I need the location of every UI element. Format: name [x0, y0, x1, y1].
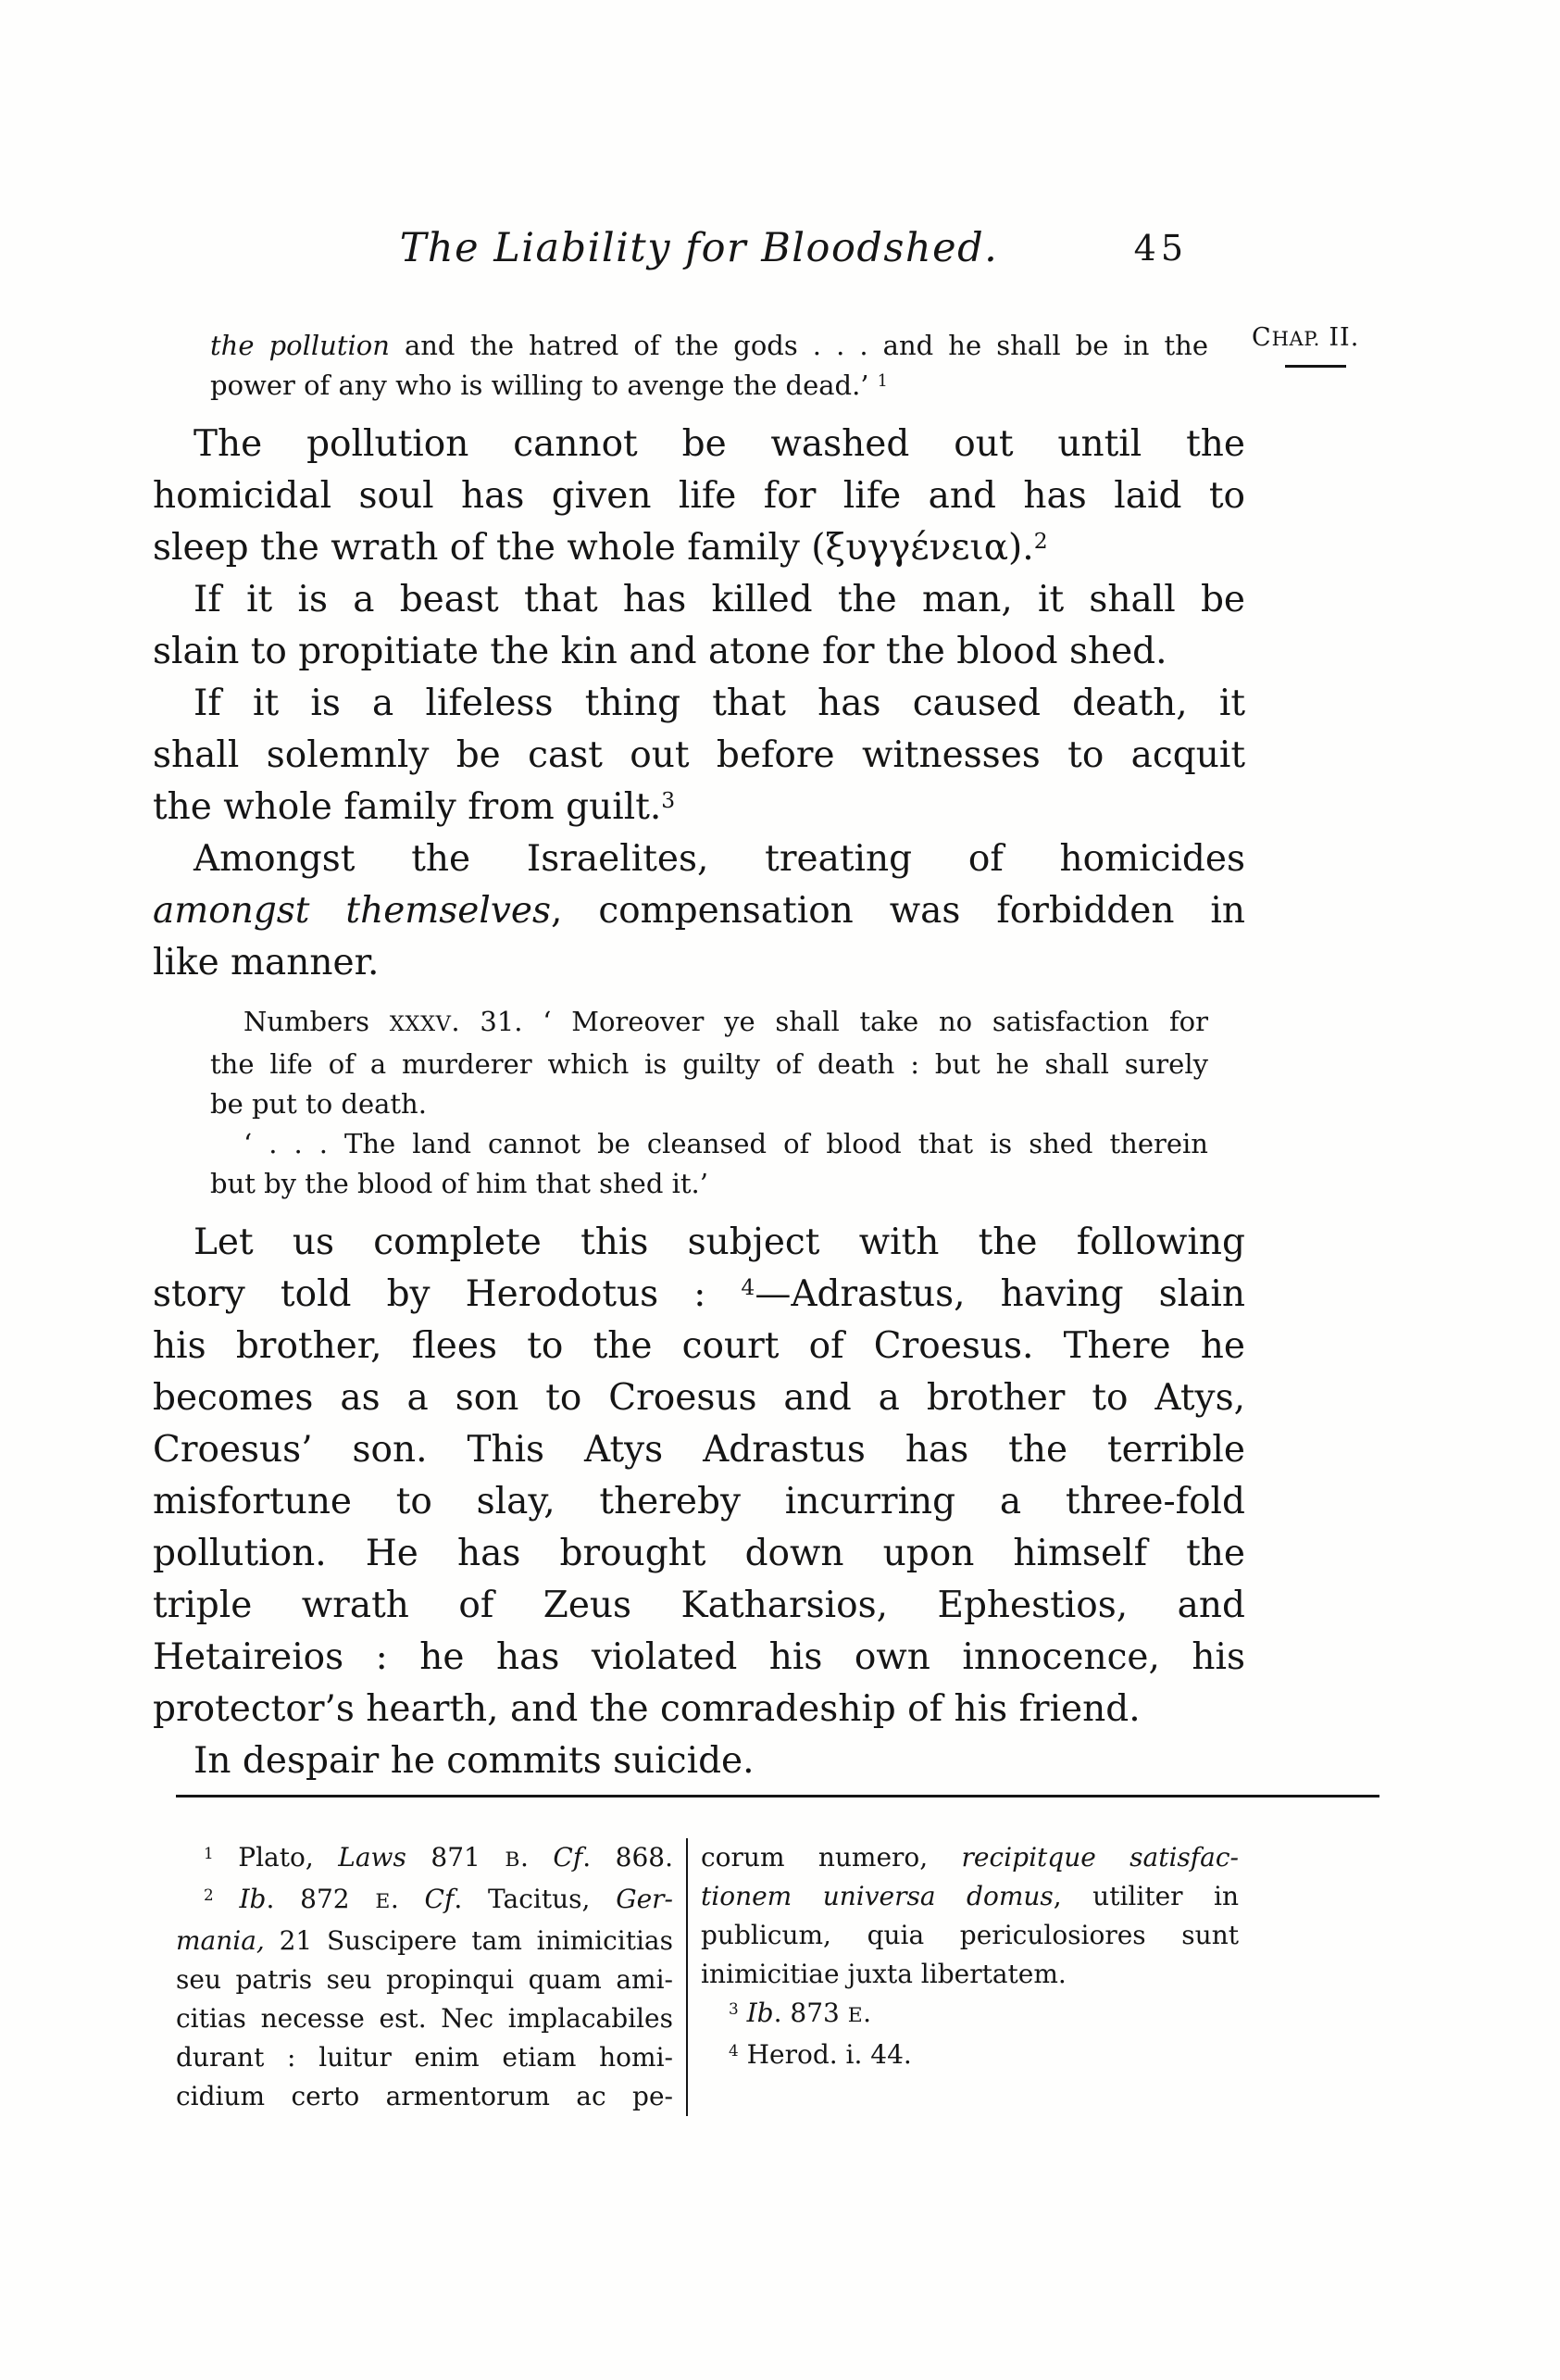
- footnote-column-divider: [686, 1838, 688, 2116]
- superscript-reference: 1: [877, 372, 888, 392]
- text-line: [210, 1045, 1208, 1084]
- text-run: slain to propitiate the kin and atone for the blood shed.: [153, 631, 1167, 672]
- text-run: inimicitiae juxta libertatem.: [701, 1959, 1067, 1989]
- text-line: [153, 1424, 1245, 1476]
- text-run: 871: [406, 1842, 505, 1873]
- text-line: [210, 1124, 1208, 1164]
- text-run: like manner.: [153, 942, 380, 983]
- text-run: Cf: [553, 1842, 583, 1873]
- text-run: In despair he commits suicide.: [193, 1740, 755, 1782]
- footnote-column-left: [176, 1838, 673, 2116]
- text-line: [176, 1922, 673, 1960]
- text-line: [153, 1217, 1245, 1269]
- text-run: If it is a lifeless thing that has caused death, it: [193, 683, 1245, 724]
- quotation-block: [210, 326, 1208, 406]
- page-body-text: [153, 313, 1245, 1787]
- text-line: [176, 2077, 673, 2116]
- chapter-rule: [1285, 365, 1346, 368]
- text-line: [210, 1084, 1208, 1124]
- text-run: shall solemnly be cast out before witnesses to acquit: [153, 734, 1245, 776]
- text-line: [701, 1994, 1239, 2036]
- text-line: [153, 1528, 1245, 1580]
- text-run: E: [847, 2004, 864, 2027]
- text-run: Ib: [239, 1884, 267, 1914]
- chapter-margin-note: [1252, 323, 1409, 368]
- text-run: seu patris seu propinqui quam ami-: [176, 1964, 673, 1995]
- running-title: The Liability for Bloodshed.: [399, 225, 999, 271]
- text-run: If it is a beast that has killed the man, it shall be: [193, 579, 1245, 620]
- text-line: [176, 1960, 673, 1999]
- text-run: power of any who is willing to avenge the dead.’: [210, 370, 878, 401]
- paragraph: [153, 574, 1245, 678]
- text-run: . Tacitus,: [454, 1884, 617, 1914]
- text-run: Plato,: [213, 1842, 339, 1873]
- text-line: [176, 2038, 673, 2077]
- text-run: but by the blood of him that shed it.’: [210, 1168, 708, 1199]
- text-line: [153, 1269, 1245, 1321]
- text-run: XXXV: [389, 1012, 452, 1036]
- text-run: ‘ . . . The land cannot be cleansed of blood that is shed therein: [243, 1128, 1208, 1159]
- text-run: his brother, flees to the court of Croesus. There he: [153, 1325, 1245, 1367]
- text-run: protector’s hearth, and the comradeship of his friend.: [153, 1688, 1141, 1730]
- text-line: [701, 1877, 1239, 1916]
- text-run: triple wrath of Zeus Katharsios, Ephestios, and: [153, 1585, 1245, 1626]
- text-line: [153, 1580, 1245, 1632]
- text-run: Let us complete this subject with the following: [193, 1221, 1245, 1263]
- chapter-label-smallcaps: HAP.: [1271, 327, 1320, 350]
- text-run: amongst themselves: [153, 890, 551, 932]
- paragraph: [153, 1217, 1245, 1735]
- text-run: . 868.: [582, 1842, 673, 1873]
- text-run: , compensation was forbidden in: [550, 890, 1245, 932]
- text-run: cidium certo armentorum ac pe-: [176, 2081, 673, 2111]
- text-run: misfortune to slay, thereby incurring a three-fold: [153, 1481, 1245, 1522]
- text-line: [153, 885, 1245, 937]
- text-run: E: [375, 1890, 391, 1913]
- text-run: be put to death.: [210, 1088, 427, 1120]
- superscript-reference: 3: [729, 1998, 739, 2018]
- text-run: , utiliter in: [1053, 1881, 1239, 1911]
- text-line: [176, 1880, 673, 1922]
- text-run: homicidal soul has given life for life and has laid to: [153, 475, 1245, 517]
- text-run: tionem universa domus: [701, 1881, 1054, 1911]
- text-run: Laws: [338, 1842, 406, 1873]
- text-run: Herod. i. 44.: [738, 2039, 912, 2070]
- text-line: [153, 1684, 1245, 1735]
- text-run: citias necesse est. Nec implacabiles: [176, 2003, 673, 2034]
- text-line: [153, 626, 1245, 678]
- text-line: [701, 1916, 1239, 1955]
- text-run: durant : luitur enim etiam homi-: [176, 2042, 673, 2073]
- text-line: [176, 1999, 673, 2038]
- text-run: Ger-: [616, 1884, 673, 1914]
- text-line: [153, 678, 1245, 730]
- text-line: [153, 1735, 1245, 1787]
- superscript-reference: 1: [204, 1843, 214, 1862]
- text-run: .: [390, 1884, 425, 1914]
- chapter-numeral: II.: [1319, 323, 1360, 352]
- text-line: [153, 1632, 1245, 1684]
- text-run: [214, 1884, 240, 1914]
- text-run: pollution. He has brought down upon himself the: [153, 1533, 1245, 1574]
- paragraph: [153, 678, 1245, 833]
- text-line: [210, 326, 1208, 366]
- text-line: [153, 1476, 1245, 1528]
- text-run: Ib: [746, 1998, 774, 2028]
- text-line: [153, 1372, 1245, 1424]
- text-line: [153, 419, 1245, 470]
- text-run: becomes as a son to Croesus and a brother to Atys,: [153, 1377, 1245, 1419]
- text-run: the life of a murderer which is guilty of death : but he shall surely: [210, 1048, 1208, 1080]
- text-line: [210, 1164, 1208, 1204]
- text-run: The pollution cannot be washed out until the: [193, 423, 1245, 465]
- text-line: [701, 1838, 1239, 1877]
- footnotes-section: [176, 1838, 1239, 2116]
- chapter-label-initial: C: [1252, 323, 1272, 352]
- text-line: [210, 1002, 1208, 1045]
- text-line: [153, 522, 1245, 574]
- text-line: [701, 1955, 1239, 1994]
- text-run: story told by Herodotus :: [153, 1273, 742, 1315]
- paragraph: [153, 419, 1245, 574]
- chapter-label: [1252, 323, 1409, 352]
- text-run: corum numero,: [701, 1842, 962, 1873]
- text-line: [176, 1838, 673, 1880]
- quotation-block: [210, 1002, 1208, 1204]
- text-line: [153, 1321, 1245, 1372]
- paragraph: [153, 833, 1245, 989]
- text-run: —Adrastus, having slain: [755, 1273, 1245, 1315]
- text-line: [701, 2036, 1239, 2074]
- text-run: . 31. ‘ Moreover ye shall take no satisfaction for: [451, 1006, 1208, 1037]
- text-line: [210, 366, 1208, 406]
- superscript-reference: 2: [1033, 528, 1048, 555]
- text-line: [153, 574, 1245, 626]
- text-run: Amongst the Israelites, treating of homicides: [193, 838, 1245, 880]
- footnote-separator-rule: [176, 1795, 1379, 1798]
- page-header: [153, 225, 1245, 271]
- text-run: the pollution: [210, 330, 390, 361]
- text-line: [153, 782, 1245, 833]
- page-number: 45: [1133, 228, 1188, 269]
- superscript-reference: 4: [729, 2040, 739, 2060]
- paragraph: [153, 1735, 1245, 1787]
- text-run: mania,: [176, 1925, 265, 1956]
- text-run: Hetaireios : he has violated his own innocence, his: [153, 1636, 1245, 1678]
- superscript-reference: 4: [741, 1274, 755, 1301]
- text-run: . 873: [773, 1998, 848, 2028]
- text-run: Cf: [424, 1884, 455, 1914]
- superscript-reference: 2: [204, 1885, 214, 1904]
- text-line: [153, 833, 1245, 885]
- text-run: 21 Suscipere tam inimicitias: [264, 1925, 673, 1956]
- text-run: Croesus’ son. This Atys Adrastus has the terrible: [153, 1429, 1245, 1471]
- text-run: Numbers: [243, 1006, 390, 1037]
- text-line: [153, 937, 1245, 989]
- text-run: recipitque satisfac-: [961, 1842, 1239, 1873]
- footnote-column-right: [701, 1838, 1239, 2116]
- text-run: sleep the wrath of the whole family (ξυγγένεια).: [153, 527, 1034, 569]
- text-run: B: [505, 1848, 520, 1872]
- text-run: .: [863, 1998, 872, 2028]
- text-run: the whole family from guilt.: [153, 786, 662, 828]
- superscript-reference: 3: [661, 787, 676, 814]
- text-line: [153, 730, 1245, 782]
- text-run: [739, 1998, 747, 2028]
- text-line: [153, 470, 1245, 522]
- text-run: publicum, quia periculosiores sunt: [701, 1920, 1239, 1950]
- text-run: .: [519, 1842, 554, 1873]
- text-run: and the hatred of the gods . . . and he shall be in the: [389, 330, 1208, 361]
- text-run: . 872: [266, 1884, 376, 1914]
